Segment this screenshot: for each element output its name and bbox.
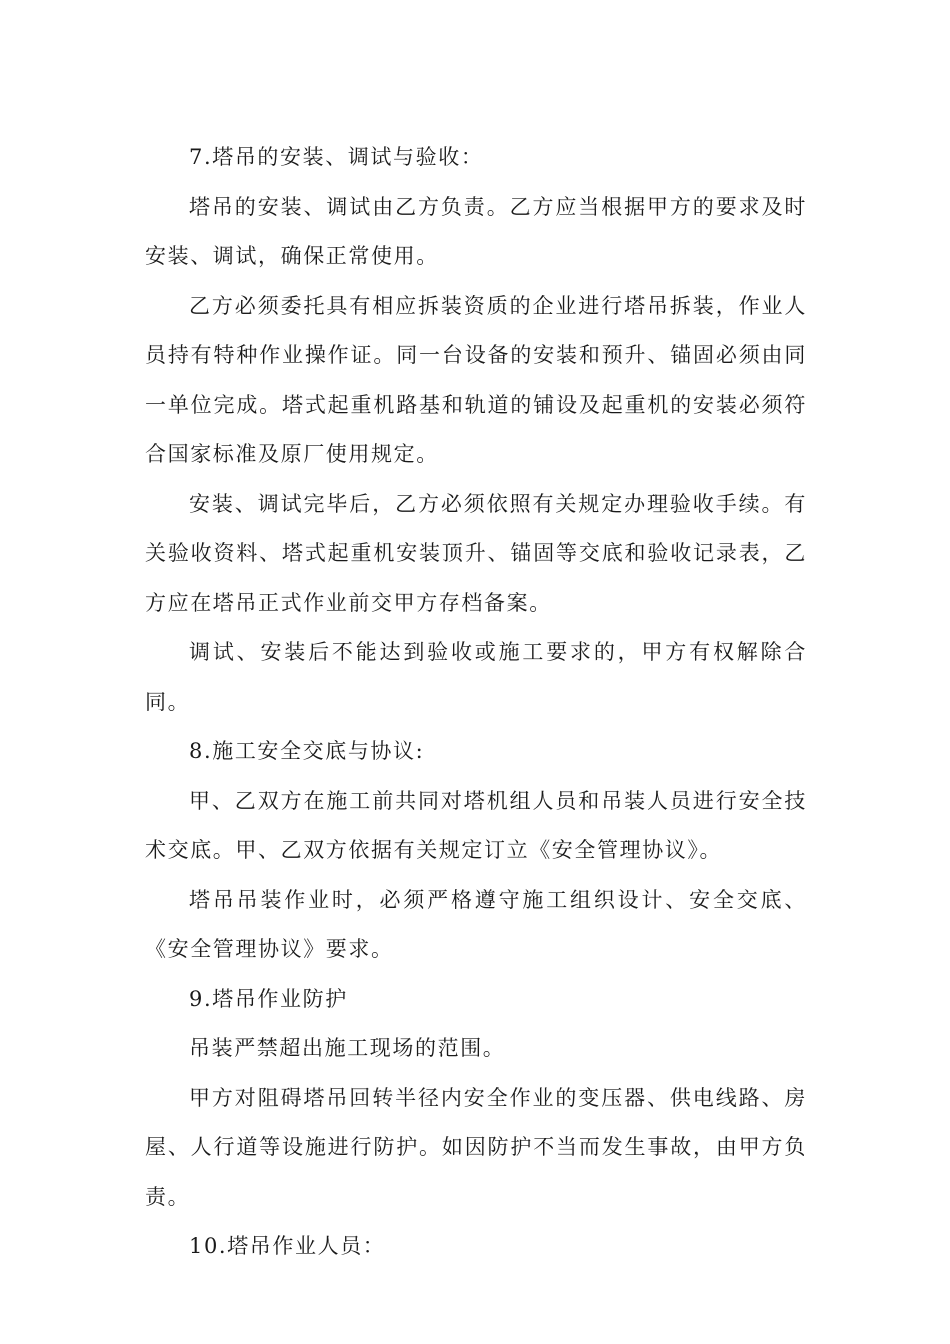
document-body [145,133,807,1272]
paragraph: 塔吊吊装作业时，必须严格遵守施工组织设计、安全交底、《安全管理协议》要求。 [145,887,807,961]
section-heading: 9.塔吊作业防护 [189,986,348,1011]
paragraph: 甲方对阻碍塔吊回转半径内安全作业的变压器、供电线路、房屋、人行道等设施进行防护。如因防护不当而发生事故，由甲方负责。 [145,1085,807,1209]
paragraph: 甲、乙双方在施工前共同对塔机组人员和吊装人员进行安全技术交底。甲、乙双方依据有关规定订立《安全管理协议》。 [145,788,807,862]
section-heading: 8.施工安全交底与协议: [189,739,425,763]
paragraph: 调试、安装后不能达到验收或施工要求的，甲方有权解除合同。 [145,640,807,714]
section-heading: 7.塔吊的安装、调试与验收： [189,145,484,169]
section-heading: 10.塔吊作业人员： [189,1234,386,1258]
paragraph: 安装、调试完毕后，乙方必须依照有关规定办理验收手续。有关验收资料、塔式起重机安装顶升、锚固等交底和验收记录表，乙方应在塔吊正式作业前交甲方存档备案。 [145,491,807,615]
paragraph: 塔吊的安装、调试由乙方负责。乙方应当根据甲方的要求及时安装、调试，确保正常使用。 [145,194,807,268]
paragraph: 乙方必须委托具有相应拆装资质的企业进行塔吊拆装，作业人员持有特种作业操作证。同一台设备的安装和预升、锚固必须由同一单位完成。塔式起重机路基和轨道的铺设及起重机的安装必须符合国家标准及原厂使用规定。 [145,293,807,466]
paragraph: 吊装严禁超出施工现场的范围。 [189,1036,506,1060]
